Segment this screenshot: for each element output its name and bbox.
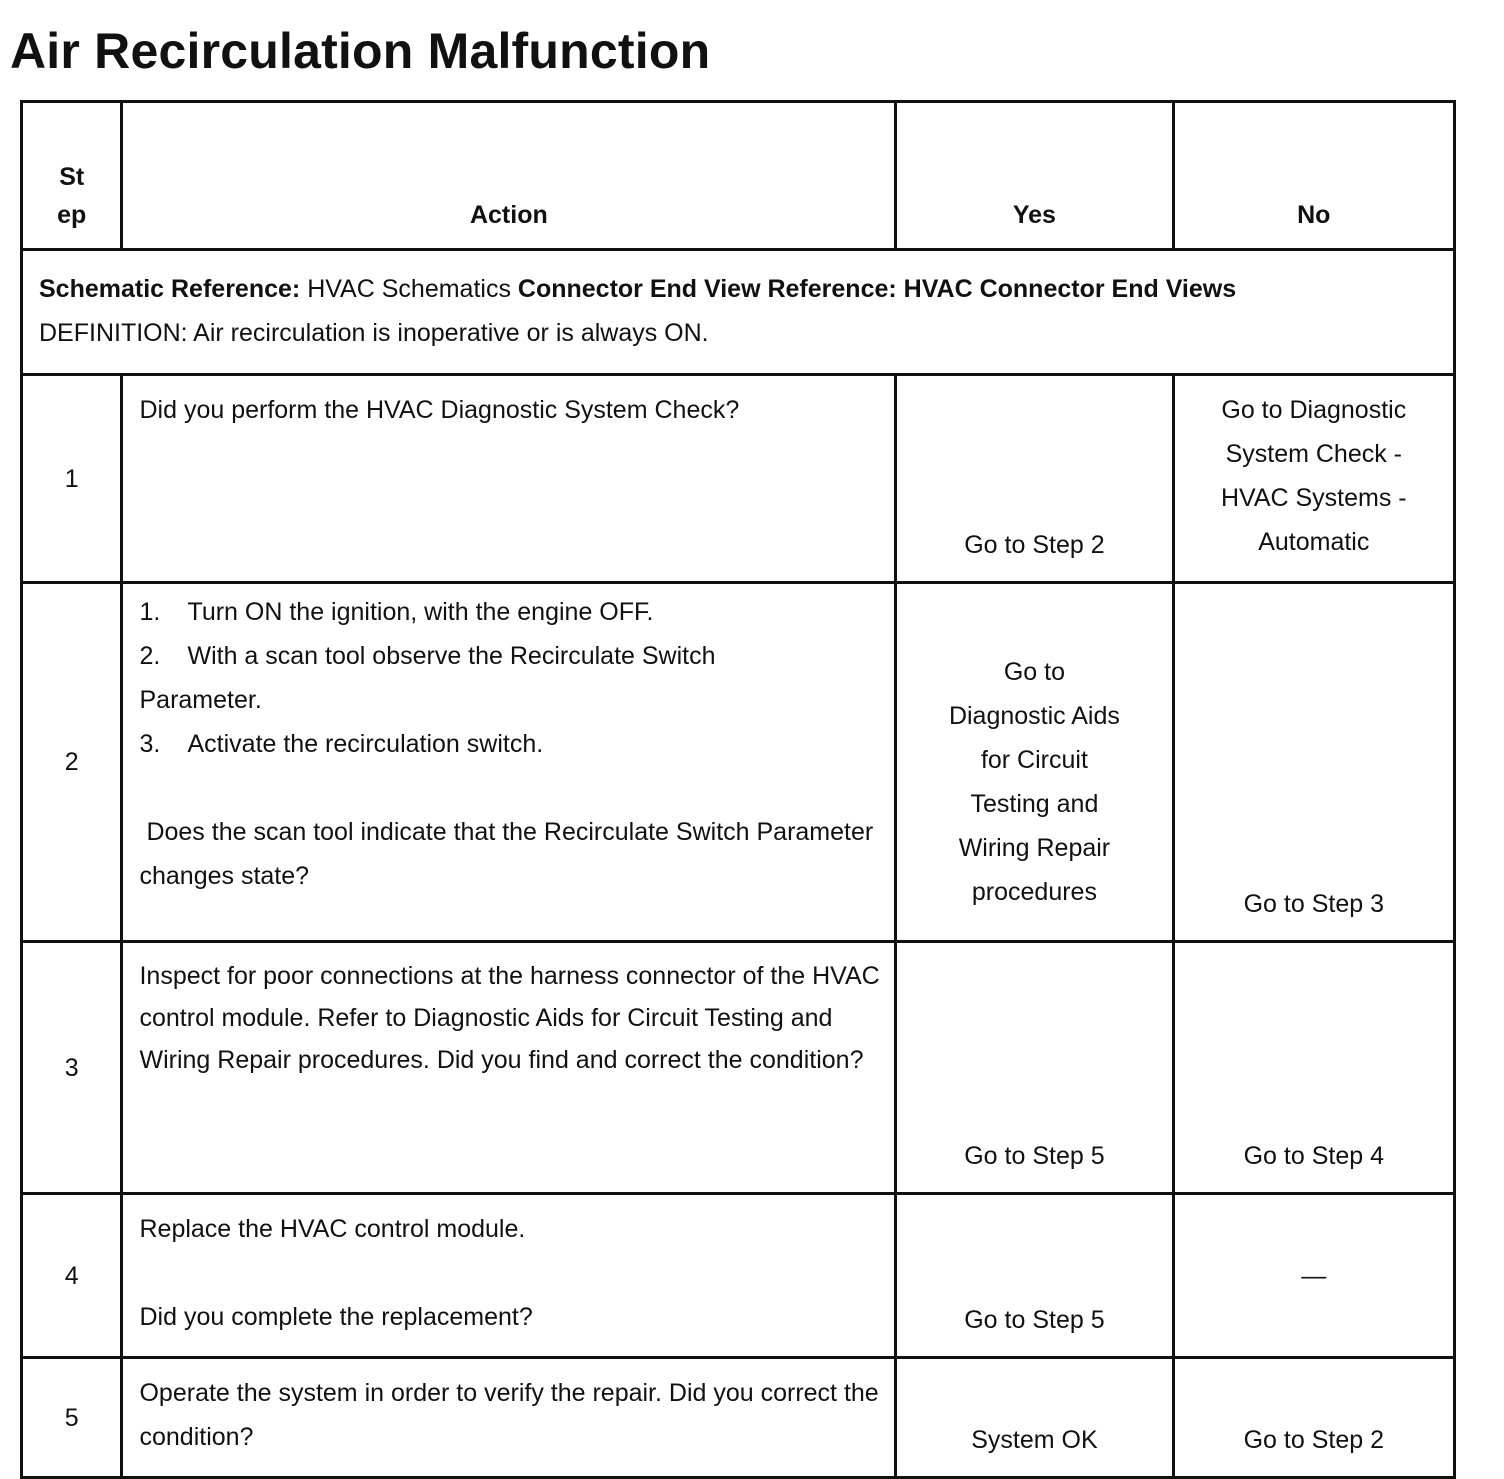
yes-result-line: Wiring Repair xyxy=(958,834,1111,862)
header-step xyxy=(22,102,122,250)
question-text: Does the scan tool indicate that the Recirculate Switch Parameter changes state? xyxy=(139,818,881,890)
definition-text: DEFINITION: Air recirculation is inoperative or is always ON. xyxy=(39,319,709,347)
question-text: Did you complete the replacement? xyxy=(139,1303,533,1331)
connector-value: HVAC Connector End Views xyxy=(903,275,1237,303)
list-item xyxy=(139,722,880,766)
no-result-line: HVAC Systems - xyxy=(1220,484,1407,512)
action-text: Operate the system in order to verify the repair. Did you correct the condition? xyxy=(122,1358,896,1478)
yes-result-line: for Circuit xyxy=(980,746,1088,774)
step-number: 3 xyxy=(22,942,122,1194)
no-result-line: Go to Diagnostic xyxy=(1221,396,1407,424)
schematic-value: HVAC Schematics xyxy=(307,275,511,303)
table-row xyxy=(22,583,1455,942)
header-row xyxy=(22,102,1455,250)
list-item-text: Activate the recirculation switch. xyxy=(187,730,544,758)
list-item-number: 1. xyxy=(139,598,161,626)
list-item-text: With a scan tool observe the Recirculate Switch xyxy=(187,642,716,670)
no-result: Go to Step 4 xyxy=(1173,942,1454,1194)
no-result: Go to Step 2 xyxy=(1173,1358,1454,1478)
step-number: 1 xyxy=(22,375,122,583)
table-row xyxy=(22,1358,1455,1478)
header-yes: Yes xyxy=(896,102,1173,250)
list-item-number: 3. xyxy=(139,730,161,758)
list-item xyxy=(139,634,880,678)
no-result xyxy=(1173,375,1454,583)
spacer xyxy=(139,766,880,810)
yes-result-line: Go to xyxy=(1003,658,1065,686)
yes-result-line: procedures xyxy=(971,878,1097,906)
action-steps-list xyxy=(139,590,880,766)
step-number: 4 xyxy=(22,1194,122,1358)
reference-line xyxy=(39,267,1437,311)
list-item-text: Turn ON the ignition, with the engine OFF. xyxy=(187,598,654,626)
diagnostic-table xyxy=(20,100,1456,1479)
list-item-text: Parameter. xyxy=(139,686,262,714)
schematic-label: Schematic Reference: xyxy=(39,275,301,303)
header-no: No xyxy=(1173,102,1454,250)
action-text: Did you perform the HVAC Diagnostic System Check? xyxy=(122,375,896,583)
list-item xyxy=(139,678,880,722)
action-text xyxy=(122,583,896,942)
yes-result: Go to Step 5 xyxy=(896,1194,1173,1358)
yes-result: System OK xyxy=(896,1358,1173,1478)
yes-result-line: Testing and xyxy=(970,790,1099,818)
list-item-number: 2. xyxy=(139,642,161,670)
yes-result xyxy=(896,583,1173,942)
reference-row xyxy=(22,250,1455,375)
header-step-line1: St xyxy=(59,163,85,191)
no-result-line: System Check - xyxy=(1225,440,1403,468)
header-action: Action xyxy=(122,102,896,250)
action-text: Inspect for poor connections at the harness connector of the HVAC control module. Refer to Diagnostic Aids for Circuit Testing and Wiring Repair procedures. Did you find and correct the condition? xyxy=(122,942,896,1194)
connector-label: Connector End View Reference: xyxy=(517,275,897,303)
yes-result-line: Diagnostic Aids xyxy=(948,702,1120,730)
action-text xyxy=(122,1194,896,1358)
reference-cell xyxy=(22,250,1455,375)
table-row xyxy=(22,375,1455,583)
yes-result: Go to Step 2 xyxy=(896,375,1173,583)
page-title: Air Recirculation Malfunction xyxy=(10,23,711,79)
list-item xyxy=(139,590,880,634)
no-result: Go to Step 3 xyxy=(1173,583,1454,942)
spacer xyxy=(139,1251,880,1295)
header-step-line2: ep xyxy=(57,201,87,229)
yes-result: Go to Step 5 xyxy=(896,942,1173,1194)
table-row xyxy=(22,1194,1455,1358)
no-result-line: Automatic xyxy=(1258,528,1370,556)
action-line: Replace the HVAC control module. xyxy=(139,1215,526,1243)
step-number: 2 xyxy=(22,583,122,942)
table-row xyxy=(22,942,1455,1194)
no-result: — xyxy=(1173,1194,1454,1358)
step-number: 5 xyxy=(22,1358,122,1478)
